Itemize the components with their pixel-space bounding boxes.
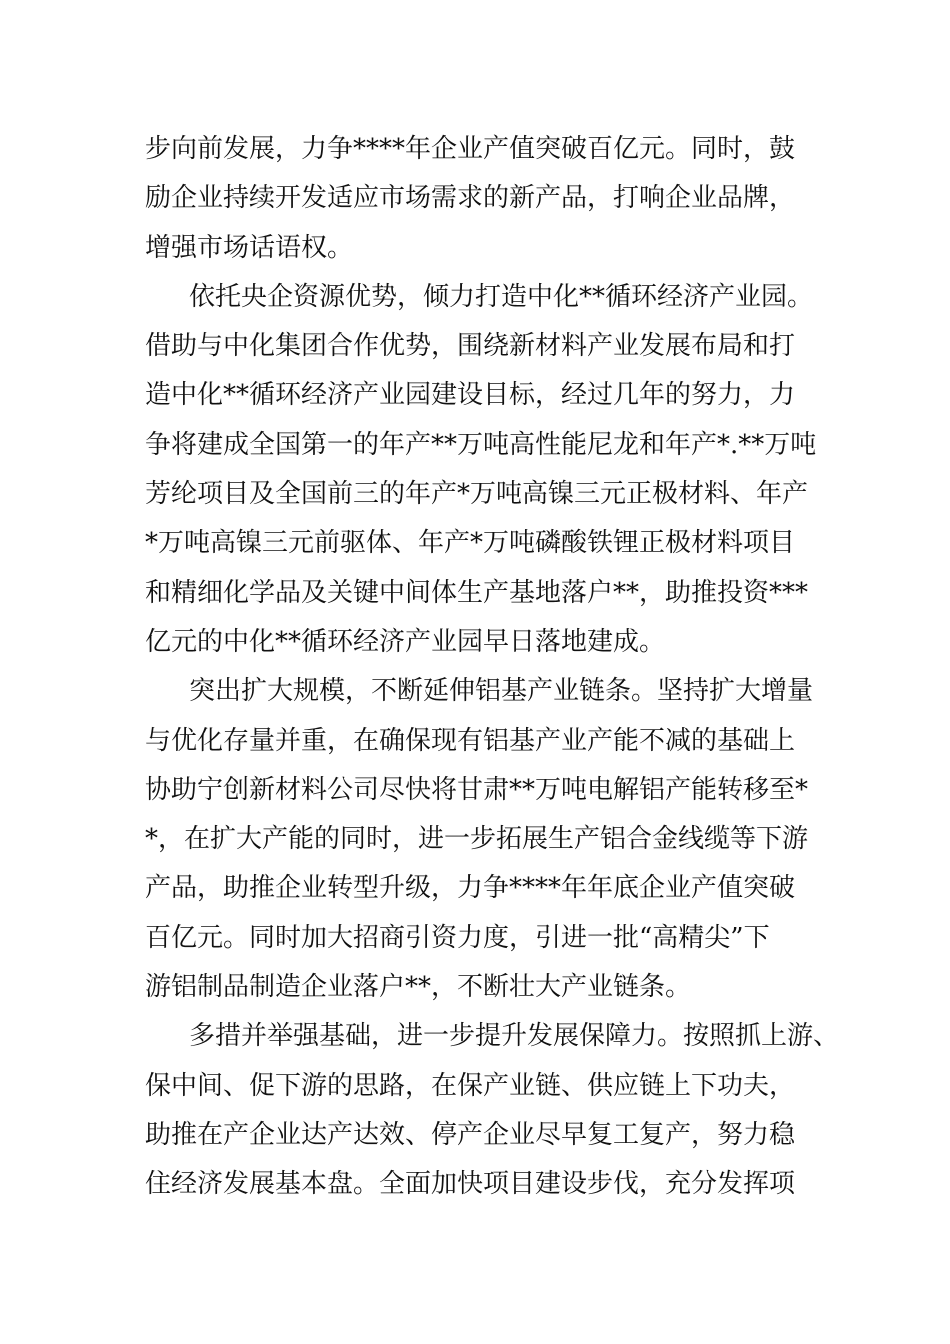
text-line: 争将建成全国第一的年产**万吨高性能尼龙和年产*.**万吨 [145, 429, 817, 460]
text-line: 依托央企资源优势，倾力打造中化**循环经济产业园。 [189, 281, 814, 312]
text-line: 芳纶项目及全国前三的年产*万吨高镍三元正极材料、年产 [145, 479, 809, 510]
text-line: *万吨高镍三元前驱体、年产*万吨磷酸铁锂正极材料项目 [145, 528, 796, 559]
paragraph-3 [145, 667, 814, 1012]
text-line: 游铝制品制造企业落户**，不断壮大产业链条。 [145, 972, 692, 1003]
paragraph-1 [145, 125, 810, 273]
body-text [145, 125, 840, 1210]
text-line: 造中化**循环经济产业园建设目标，经过几年的努力，力 [145, 380, 796, 411]
text-line: 增强市场话语权。 [145, 232, 354, 263]
paragraph-2 [145, 273, 817, 667]
text-line: 亿元的中化**循环经济产业园早日落地建成。 [145, 626, 666, 657]
text-line: 助推在产企业达产达效、停产企业尽早复工复产，努力稳 [145, 1119, 796, 1150]
text-line: 突出扩大规模，不断延伸铝基产业链条。坚持扩大增量 [189, 676, 814, 707]
text-line: 保中间、促下游的思路，在保产业链、供应链上下功夫， [145, 1070, 796, 1101]
paragraph-4 [145, 1012, 840, 1209]
text-line: 与优化存量并重，在确保现有铝基产业产能不减的基础上 [145, 725, 796, 756]
text-line: 多措并举强基础，进一步提升发展保障力。按照抓上游、 [189, 1021, 840, 1052]
text-line: 住经济发展基本盘。全面加快项目建设步伐，充分发挥项 [145, 1169, 796, 1200]
text-line: 步向前发展，力争****年企业产值突破百亿元。同时，鼓 [145, 134, 796, 164]
text-line: 和精细化学品及关键中间体生产基地落户**，助推投资*** [145, 577, 809, 608]
text-line: *，在扩大产能的同时，进一步拓展生产铝合金线缆等下游 [145, 824, 809, 855]
text-line: 产品，助推企业转型升级，力争****年年底企业产值突破 [145, 873, 796, 904]
text-line: 励企业持续开发适应市场需求的新产品，打响企业品牌， [145, 183, 796, 214]
text-line: 百亿元。同时加大招商引资力度，引进一批“高精尖”下 [145, 922, 770, 953]
text-line: 协助宁创新材料公司尽快将甘肃**万吨电解铝产能转移至* [145, 774, 809, 805]
text-line: 借助与中化集团合作优势，围绕新材料产业发展布局和打 [145, 331, 796, 362]
